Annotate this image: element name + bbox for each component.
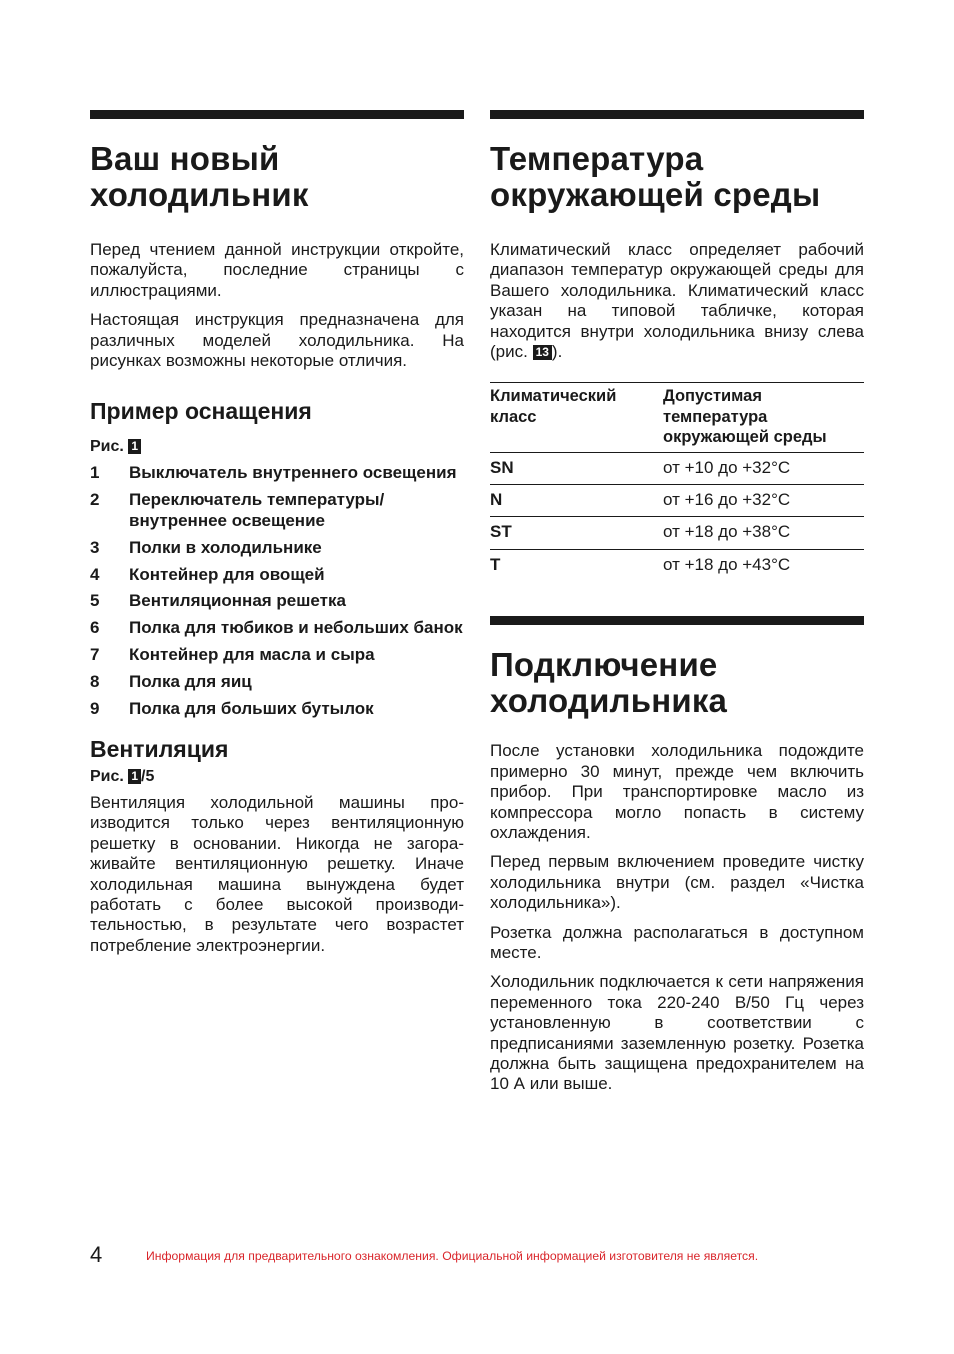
connect-paragraph-3: Розетка должна располагаться в доступном месте. xyxy=(490,922,864,962)
table-header-range: Допустимая температура окружающей среды xyxy=(663,387,827,447)
section-rule xyxy=(490,110,864,119)
page-number: 4 xyxy=(90,1242,103,1267)
table-row: SN от +10 до +32°C xyxy=(490,452,864,484)
equipment-fig-ref xyxy=(90,437,464,457)
list-item: 9 Полка для больших бутылок xyxy=(90,699,374,719)
list-item: 3 Полки в холодильнике xyxy=(90,537,322,557)
table-header-class: Климатический класс xyxy=(490,387,617,426)
list-item: 5 Вентиляционная решетка xyxy=(90,591,346,611)
ventilation-heading: Вентиляция xyxy=(90,736,229,762)
equipment-heading: Пример оснащения xyxy=(90,398,312,425)
table-row: T от +18 до +43°C xyxy=(490,549,864,581)
fig-label: Рис. xyxy=(90,438,124,456)
section-rule xyxy=(490,616,864,625)
right-column xyxy=(490,110,864,1104)
connect-paragraph-1: После установки холодильника подождите примерно 30 минут, прежде чем включить прибор. При транспортировке масло из компрессора могло попасть в систему охлаждения. xyxy=(490,741,864,842)
list-item: 6 Полка для тюбиков и небольших банок xyxy=(90,618,463,638)
intro-paragraph-1: Перед чтением данной инструкции откройте, пожалуйста, последние страницы с иллюстрациями. xyxy=(90,240,464,300)
footer-disclaimer: Информация для предварительного ознакомления. Официальной информацией изготовителя не является. xyxy=(146,1249,759,1263)
section-title-ambient-temperature: Температура окружающей среды xyxy=(490,140,821,213)
list-item: 7 Контейнер для масла и сыра xyxy=(90,645,375,665)
fig-suffix: /5 xyxy=(141,768,155,785)
ventilation-fig-ref xyxy=(90,767,464,787)
equipment-list xyxy=(90,463,464,719)
table-row: ST от +18 до +38°C xyxy=(490,517,864,549)
fig-number-box: 1 xyxy=(128,769,141,784)
list-item: 2 Переключатель температуры/ внутреннее освещение xyxy=(90,490,385,530)
temperature-paragraph: Климатический класс определяет рабочий диапазон температур окружающей среды для Вашего холодильника. Климатический класс указан на типовой табличке, которая находится внутри холодильника внизу слева (рис. 13 ). xyxy=(490,240,864,362)
section-title-connection: Подключение холодильника xyxy=(490,646,728,720)
left-column xyxy=(90,110,464,965)
list-item: 1 Выключатель внутреннего освещения xyxy=(90,463,457,483)
climate-class-table xyxy=(490,382,864,581)
section-rule xyxy=(90,110,464,119)
list-item: 8 Полка для яиц xyxy=(90,672,252,692)
table-row: N от +16 до +32°C xyxy=(490,485,864,517)
intro-paragraph-2: Настоящая инструкция предназначена для различных моделей холодильника. На рисунках возможны некоторые отличия. xyxy=(90,310,464,371)
fig-number-box: 13 xyxy=(533,345,552,360)
fig-label: Рис. xyxy=(90,768,124,785)
list-item: 4 Контейнер для овощей xyxy=(90,564,325,584)
section-title-new-fridge: Ваш новый холодильник xyxy=(90,140,309,213)
connect-paragraph-2: Перед первым включением проведите чистку холодильника внутри (см. раздел «Чистка холодильника»). xyxy=(490,852,864,913)
ventilation-paragraph: Вентиляция холодильной машины производится только через вентиляционную решетку в основании. Никогда не загораживайте вентиляционную решетку. Иначе холодильная машина вынуждена будет работать с более высокой производительностью, в результате чего возрастет потребление электроэнергии. xyxy=(90,793,464,955)
fig-number-box: 1 xyxy=(128,439,141,454)
connect-paragraph-4: Холодильник подключается к сети напряжения переменного тока 220-240 В/50 Гц через установленную в соответствии с предписаниями заземленную розетку. Розетка должна быть защищена предохранителем на 10 А или выше. xyxy=(490,972,864,1094)
